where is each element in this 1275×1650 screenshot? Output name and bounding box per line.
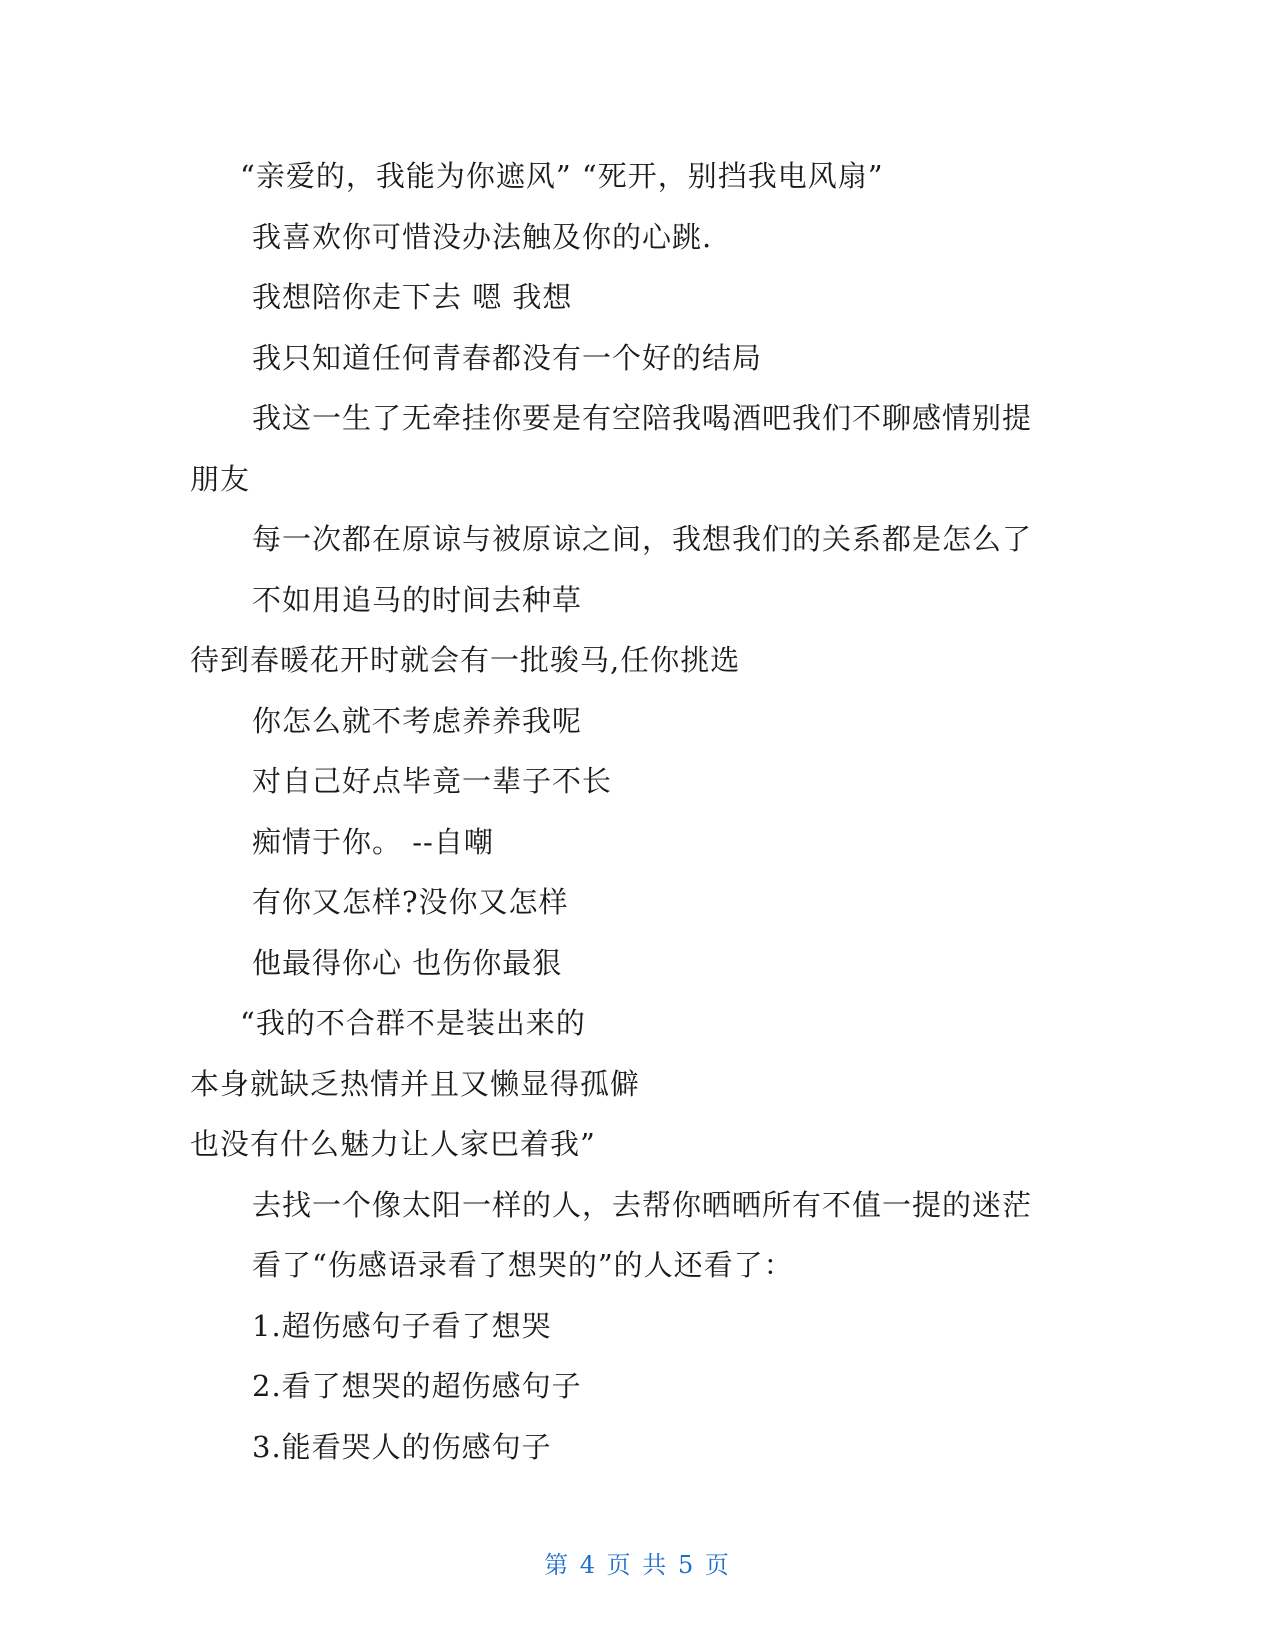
text-line: 我喜欢你可惜没办法触及你的心跳. — [252, 219, 713, 254]
page-number-footer — [0, 1545, 1275, 1580]
text-line: 我想陪你走下去 嗯 我想 — [252, 280, 573, 314]
text-line: 也没有什么魅力让人家巴着我” — [190, 1127, 596, 1161]
document-body — [190, 146, 1070, 1477]
text-line: 你怎么就不考虑养养我呢 — [252, 703, 583, 738]
text-line: 有你又怎样?没你又怎样 — [252, 885, 569, 919]
text-line: 每一次都在原谅与被原谅之间，我想我们的关系都是怎么了 — [252, 522, 1033, 556]
list-item: 3.能看哭人的伤感句子 — [252, 1429, 552, 1464]
text-line: 待到春暖花开时就会有一批骏马,任你挑选 — [190, 643, 741, 677]
text-line: 看了“伤感语录看了想哭的”的人还看了： — [252, 1248, 794, 1282]
text-line: 朋友 — [190, 461, 251, 496]
text-line: 去找一个像太阳一样的人，去帮你晒晒所有不值一提的迷茫 — [252, 1187, 1033, 1222]
text-line: 本身就缺乏热情并且又懒显得孤僻 — [190, 1066, 641, 1101]
text-line: 我这一生了无牵挂你要是有空陪我喝酒吧我们不聊感情别提 — [252, 401, 1033, 435]
text-line: 他最得你心 也伤你最狠 — [252, 945, 563, 980]
text-line: “我的不合群不是装出来的 — [240, 1006, 586, 1040]
text-line: “亲爱的，我能为你遮风” “死开，别挡我电风扇” — [240, 159, 884, 193]
list-item: 2.看了想哭的超伤感句子 — [252, 1369, 582, 1403]
text-line: 我只知道任何青春都没有一个好的结局 — [252, 340, 763, 375]
text-line: 痴情于你。 --自嘲 — [252, 824, 494, 859]
text-line: 对自己好点毕竟一辈子不长 — [252, 764, 613, 798]
list-item: 1.超伤感句子看了想哭 — [252, 1308, 552, 1343]
page-number-label: 第 4 页 共 5 页 — [544, 1551, 731, 1579]
text-line: 不如用追马的时间去种草 — [252, 582, 583, 617]
